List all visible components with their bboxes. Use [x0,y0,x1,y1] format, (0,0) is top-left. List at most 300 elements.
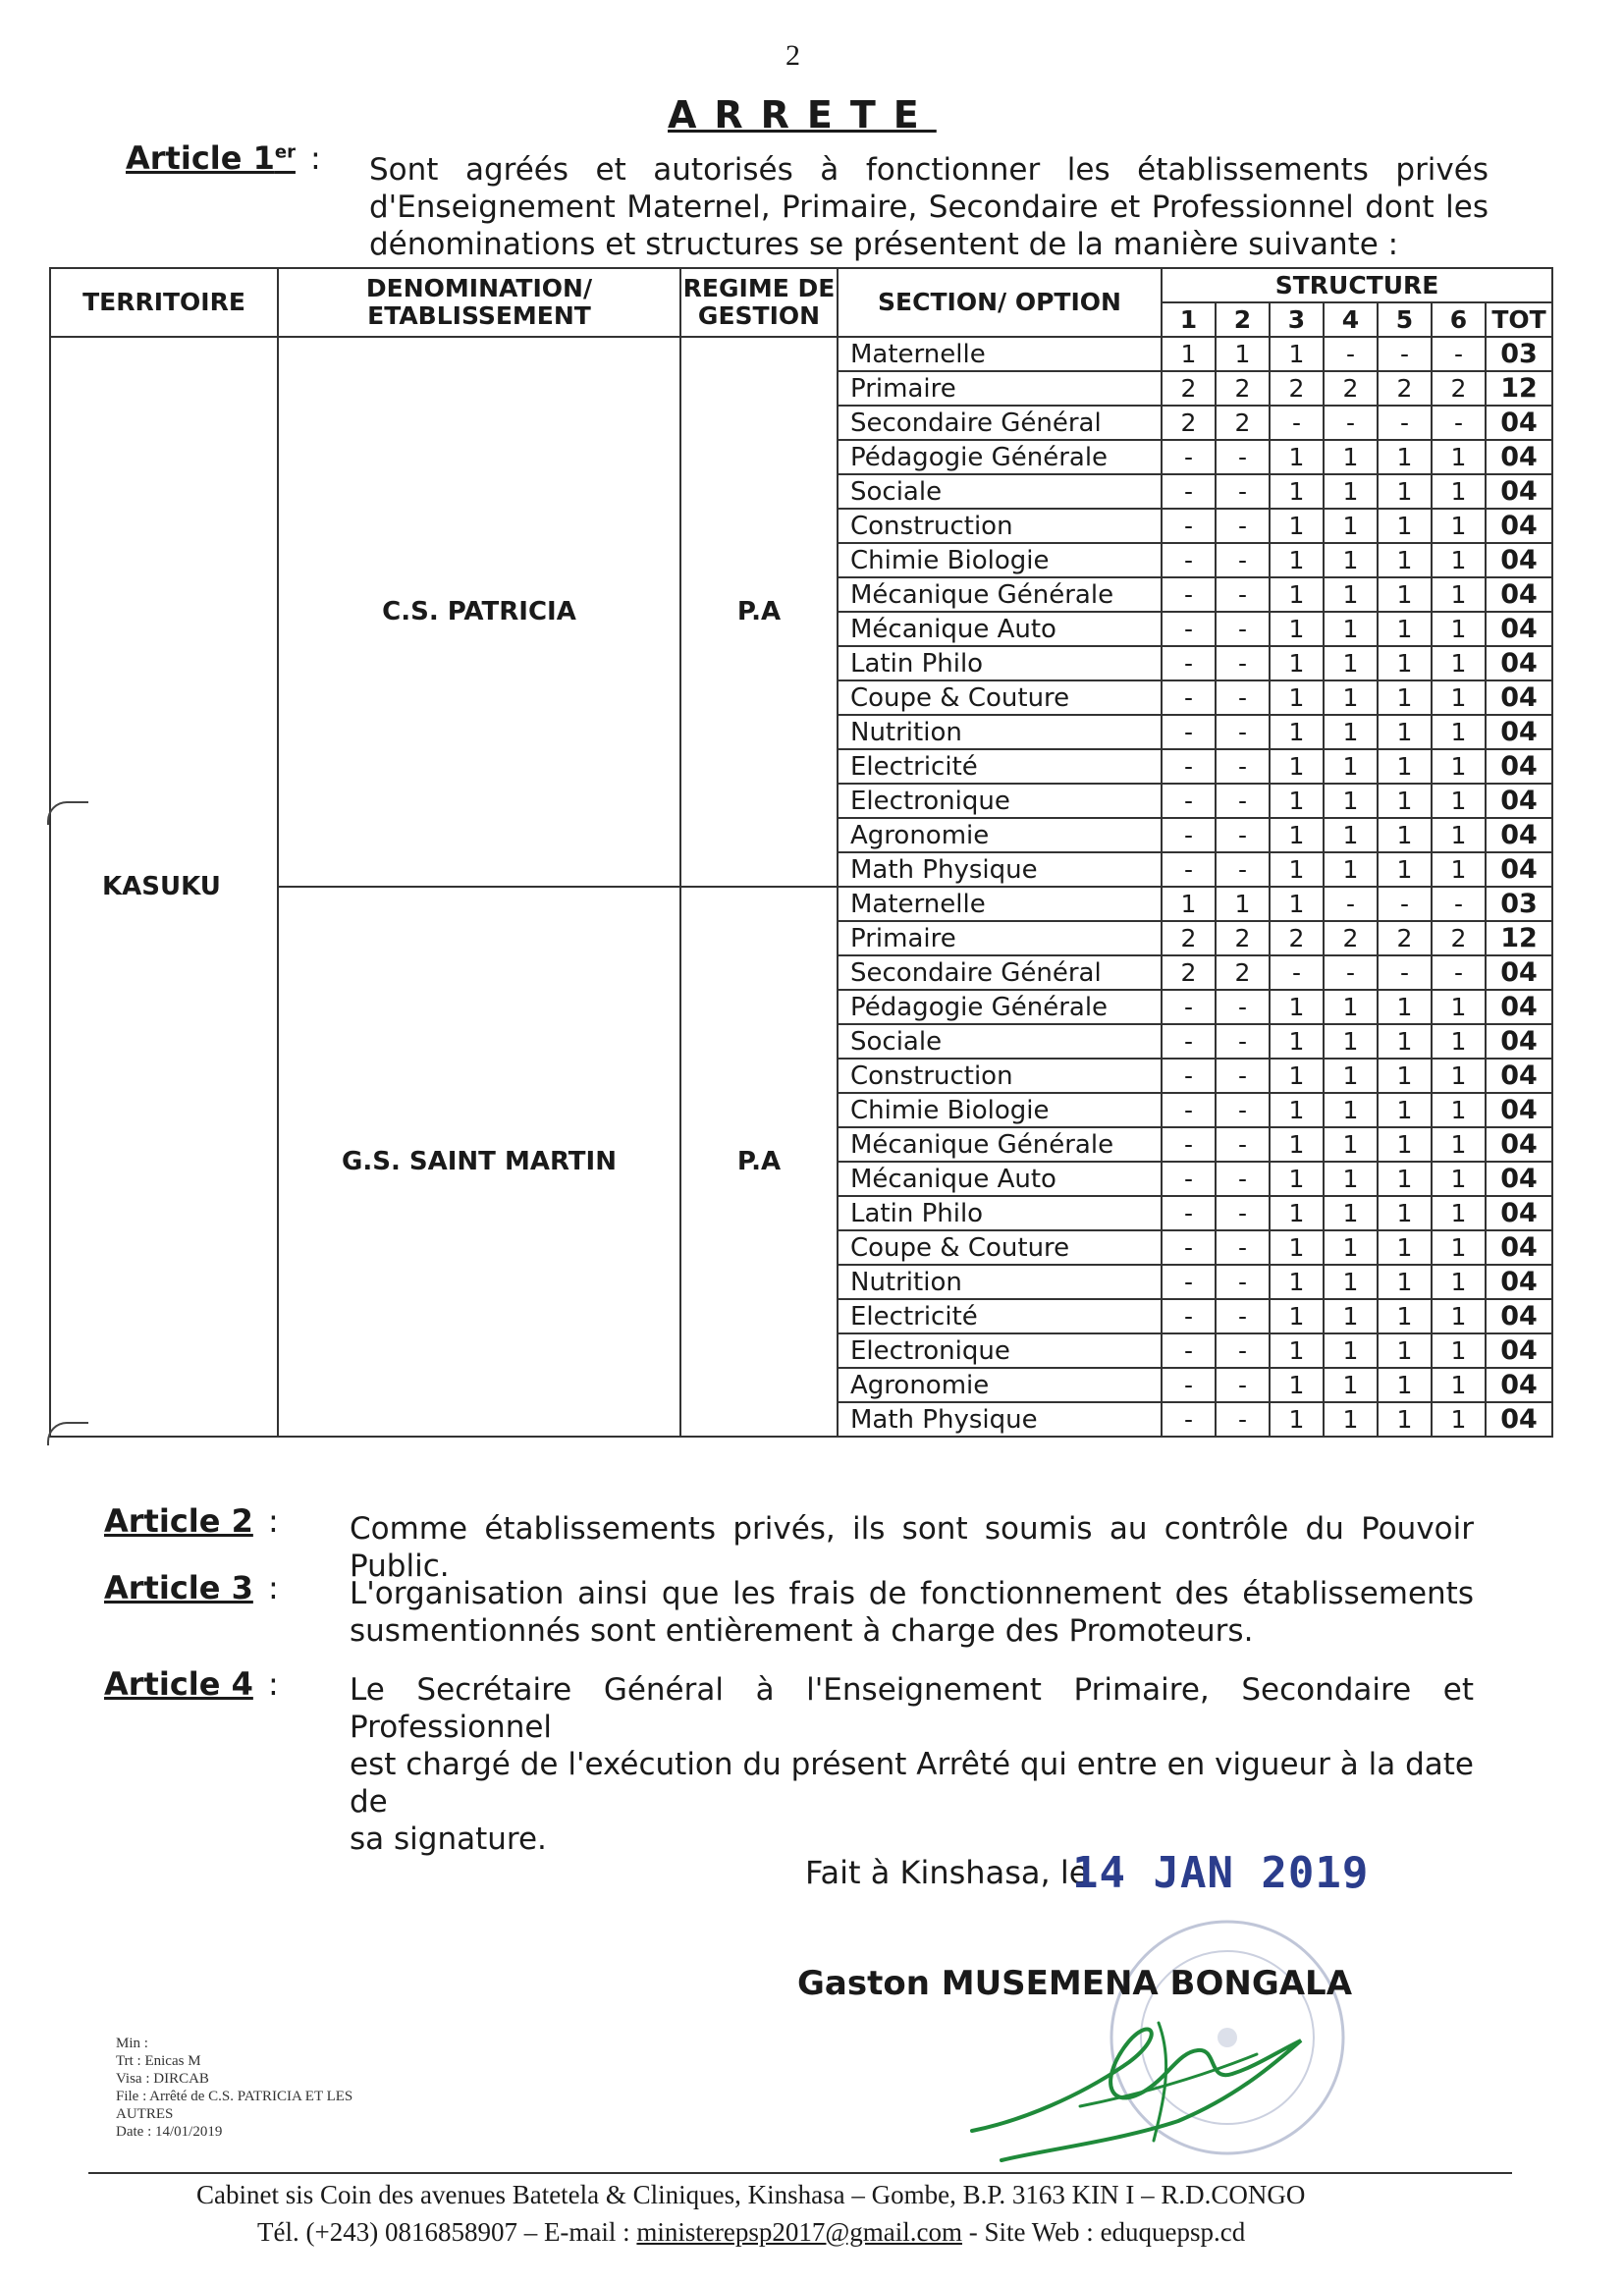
option-cell: Coupe & Couture [838,680,1162,715]
year-count-cell: 1 [1270,887,1324,921]
year-count-cell: - [1216,1024,1270,1059]
total-cell: 04 [1486,474,1552,509]
year-count-cell: - [1432,887,1486,921]
year-count-cell: 1 [1270,646,1324,680]
year-count-cell: - [1378,337,1432,371]
year-count-cell: 1 [1378,990,1432,1024]
year-count-cell: 2 [1432,921,1486,955]
article-1-sup: er [274,141,296,163]
year-count-cell: - [1216,612,1270,646]
total-cell: 04 [1486,1093,1552,1127]
option-cell: Mécanique Auto [838,1162,1162,1196]
article-4-heading [104,1665,279,1703]
year-count-cell: 1 [1324,990,1378,1024]
year-count-cell: - [1216,1333,1270,1368]
article-1-line: dénominations et structures se présentent de la manière suivante : [369,227,1399,262]
year-count-cell: 1 [1324,715,1378,749]
year-count-cell: 1 [1270,1333,1324,1368]
option-cell: Mécanique Auto [838,612,1162,646]
year-count-cell: - [1162,1162,1216,1196]
year-count-cell: - [1162,1059,1216,1093]
option-cell: Construction [838,1059,1162,1093]
year-count-cell: 1 [1324,784,1378,818]
year-count-cell: 1 [1270,1162,1324,1196]
option-cell: Nutrition [838,715,1162,749]
year-count-cell: 2 [1378,371,1432,406]
option-cell: Mécanique Générale [838,1127,1162,1162]
year-count-cell: 1 [1432,474,1486,509]
year-count-cell: - [1162,749,1216,784]
year-count-cell: - [1378,955,1432,990]
year-count-cell: 1 [1324,577,1378,612]
option-cell: Coupe & Couture [838,1230,1162,1265]
regime-cell: P.A [680,887,838,1437]
total-cell: 04 [1486,990,1552,1024]
year-count-cell: - [1432,955,1486,990]
total-cell: 04 [1486,715,1552,749]
year-count-cell: 1 [1270,1265,1324,1299]
reference-line: Date : 14/01/2019 [116,2124,223,2140]
year-count-cell: 1 [1378,1059,1432,1093]
year-count-cell: 1 [1324,1059,1378,1093]
option-cell: Electricité [838,1299,1162,1333]
reference-line: Min : [116,2036,148,2051]
year-count-cell: - [1324,406,1378,440]
option-cell: Agronomie [838,818,1162,852]
year-count-cell: 1 [1378,1265,1432,1299]
school-name-cell: G.S. SAINT MARTIN [278,887,680,1437]
footer-divider [88,2172,1512,2174]
footer-contact [257,2217,1245,2248]
year-count-cell: - [1216,1230,1270,1265]
header-section: SECTION/ OPTION [838,268,1162,337]
year-count-cell: 1 [1378,612,1432,646]
article-1-line: Sont agréés et autorisés à fonctionner les établissements privés [369,152,1489,188]
article-4-line: Le Secrétaire Général à l'Enseignement Primaire, Secondaire et Professionnel [350,1672,1474,1745]
header-year: 2 [1216,302,1270,337]
reference-line: File : Arrêté de C.S. PATRICIA ET LES [116,2089,353,2104]
option-cell: Primaire [838,371,1162,406]
year-count-cell: 1 [1432,612,1486,646]
year-count-cell: 1 [1270,784,1324,818]
year-count-cell: 1 [1324,474,1378,509]
total-cell: 12 [1486,371,1552,406]
article-4-line: est chargé de l'exécution du présent Arrêté qui entre en vigueur à la date de [350,1747,1474,1820]
total-cell: 03 [1486,337,1552,371]
option-cell: Math Physique [838,852,1162,887]
year-count-cell: 1 [1432,1162,1486,1196]
year-count-cell: 1 [1432,543,1486,577]
year-count-cell: 1 [1324,1127,1378,1162]
year-count-cell: - [1162,784,1216,818]
year-count-cell: 1 [1378,715,1432,749]
year-count-cell: - [1216,577,1270,612]
year-count-cell: 1 [1378,1368,1432,1402]
territory-cell: KASUKU [50,337,278,1437]
year-count-cell: 1 [1432,1059,1486,1093]
year-count-cell: 1 [1378,1230,1432,1265]
total-cell: 04 [1486,749,1552,784]
year-count-cell: 1 [1270,577,1324,612]
year-count-cell: - [1162,1402,1216,1437]
year-count-cell: 1 [1324,1299,1378,1333]
page-number: 2 [785,39,800,72]
header-territoire: TERRITOIRE [50,268,278,337]
option-cell: Electricité [838,749,1162,784]
year-count-cell: 1 [1324,1162,1378,1196]
year-count-cell: 1 [1378,440,1432,474]
total-cell: 12 [1486,921,1552,955]
year-count-cell: 2 [1432,371,1486,406]
year-count-cell: 1 [1432,1265,1486,1299]
year-count-cell: 1 [1324,749,1378,784]
year-count-cell: - [1216,1162,1270,1196]
option-cell: Electronique [838,1333,1162,1368]
year-count-cell: 1 [1270,509,1324,543]
year-count-cell: 1 [1324,818,1378,852]
total-cell: 04 [1486,818,1552,852]
year-count-cell: 1 [1270,1299,1324,1333]
place-date-label: Fait à Kinshasa, le [805,1854,1089,1891]
year-count-cell: 1 [1324,1265,1378,1299]
year-count-cell: - [1270,955,1324,990]
option-cell: Pédagogie Générale [838,440,1162,474]
year-count-cell: 1 [1378,784,1432,818]
year-count-cell: - [1162,646,1216,680]
year-count-cell: 1 [1378,1093,1432,1127]
year-count-cell: 1 [1378,680,1432,715]
year-count-cell: 1 [1270,440,1324,474]
total-cell: 04 [1486,406,1552,440]
year-count-cell: - [1162,509,1216,543]
article-2-label: Article 2 [104,1502,253,1540]
header-structure: STRUCTURE [1162,268,1552,302]
year-count-cell: 1 [1378,474,1432,509]
total-cell: 04 [1486,543,1552,577]
total-cell: 04 [1486,1230,1552,1265]
year-count-cell: 1 [1378,818,1432,852]
year-count-cell: 2 [1162,406,1216,440]
year-count-cell: 1 [1162,887,1216,921]
table-row [50,337,1552,371]
total-cell: 04 [1486,1265,1552,1299]
total-cell: 04 [1486,646,1552,680]
article-4-label: Article 4 [104,1665,253,1703]
year-count-cell: 1 [1432,715,1486,749]
option-cell: Chimie Biologie [838,1093,1162,1127]
year-count-cell: - [1216,1059,1270,1093]
year-count-cell: - [1216,715,1270,749]
total-cell: 04 [1486,509,1552,543]
year-count-cell: 1 [1270,1368,1324,1402]
year-count-cell: - [1162,715,1216,749]
year-count-cell: - [1216,784,1270,818]
year-count-cell: 1 [1270,852,1324,887]
year-count-cell: - [1216,1265,1270,1299]
year-count-cell: - [1162,1368,1216,1402]
article-4-line: sa signature. [350,1822,547,1857]
option-cell: Maternelle [838,887,1162,921]
year-count-cell: 1 [1324,1196,1378,1230]
header-year: 4 [1324,302,1378,337]
total-cell: 04 [1486,1402,1552,1437]
year-count-cell: 1 [1378,1333,1432,1368]
option-cell: Pédagogie Générale [838,990,1162,1024]
footer-email-link[interactable]: ministerepsp2017@gmail.com [636,2217,962,2247]
reference-line: Visa : DIRCAB [116,2071,209,2087]
footer-address: Cabinet sis Coin des avenues Batetela & Cliniques, Kinshasa – Gombe, B.P. 3163 KIN I – R.D.CONGO [196,2180,1306,2209]
year-count-cell: 1 [1270,1024,1324,1059]
year-count-cell: - [1162,474,1216,509]
year-count-cell: 1 [1432,990,1486,1024]
year-count-cell: 1 [1324,1230,1378,1265]
year-count-cell: 2 [1324,371,1378,406]
article-1-colon: : [310,139,321,177]
year-count-cell: 1 [1324,612,1378,646]
year-count-cell: 2 [1216,406,1270,440]
total-cell: 04 [1486,1059,1552,1093]
year-count-cell: 2 [1216,921,1270,955]
header-year: 1 [1162,302,1216,337]
year-count-cell: 1 [1324,1333,1378,1368]
year-count-cell: - [1216,474,1270,509]
year-count-cell: - [1162,1265,1216,1299]
year-count-cell: - [1162,543,1216,577]
year-count-cell: - [1162,852,1216,887]
total-cell: 04 [1486,577,1552,612]
structure-table [49,267,1553,1438]
year-count-cell: 1 [1378,852,1432,887]
option-cell: Sociale [838,1024,1162,1059]
article-3-line: L'organisation ainsi que les frais de fonctionnement des établissements [350,1576,1474,1611]
option-cell: Maternelle [838,337,1162,371]
signer-name: Gaston MUSEMENA BONGALA [797,1964,1353,2003]
year-count-cell: 1 [1432,1333,1486,1368]
year-count-cell: 1 [1270,1093,1324,1127]
year-count-cell: 1 [1324,543,1378,577]
year-count-cell: 1 [1432,577,1486,612]
year-count-cell: 1 [1378,646,1432,680]
year-count-cell: - [1216,1368,1270,1402]
year-count-cell: 2 [1378,921,1432,955]
year-count-cell: 1 [1432,646,1486,680]
year-count-cell: 2 [1270,921,1324,955]
year-count-cell: - [1162,612,1216,646]
header-denomination: DENOMINATION/ ETABLISSEMENT [278,268,680,337]
total-cell: 04 [1486,1024,1552,1059]
total-cell: 04 [1486,1333,1552,1368]
year-count-cell: 2 [1162,371,1216,406]
reference-line: AUTRES [116,2106,174,2122]
year-count-cell: 1 [1270,612,1324,646]
regime-cell: P.A [680,337,838,887]
year-count-cell: - [1162,1196,1216,1230]
year-count-cell: 1 [1378,1162,1432,1196]
year-count-cell: - [1216,749,1270,784]
option-cell: Secondaire Général [838,406,1162,440]
year-count-cell: 1 [1432,1299,1486,1333]
option-cell: Electronique [838,784,1162,818]
year-count-cell: - [1162,818,1216,852]
year-count-cell: 1 [1378,509,1432,543]
year-count-cell: 1 [1270,1059,1324,1093]
year-count-cell: 1 [1270,1402,1324,1437]
year-count-cell: - [1216,1196,1270,1230]
article-1-label [126,139,296,177]
year-count-cell: 1 [1162,337,1216,371]
year-count-cell: - [1216,1299,1270,1333]
year-count-cell: - [1378,887,1432,921]
year-count-cell: 2 [1216,371,1270,406]
year-count-cell: 1 [1378,1024,1432,1059]
year-count-cell: 2 [1162,955,1216,990]
year-count-cell: 1 [1324,680,1378,715]
reference-line: Trt : Enicas M [116,2053,201,2069]
article-3-label: Article 3 [104,1569,253,1606]
year-count-cell: - [1162,1230,1216,1265]
total-cell: 04 [1486,1196,1552,1230]
year-count-cell: - [1216,852,1270,887]
year-count-cell: 2 [1162,921,1216,955]
header-year: 6 [1432,302,1486,337]
year-count-cell: - [1162,1093,1216,1127]
year-count-cell: 1 [1432,509,1486,543]
handwritten-signature-icon [962,2003,1335,2170]
total-cell: 04 [1486,784,1552,818]
school-name-cell: C.S. PATRICIA [278,337,680,887]
year-count-cell: - [1162,1024,1216,1059]
punch-hole-icon [47,801,88,825]
year-count-cell: 1 [1324,1093,1378,1127]
year-count-cell: - [1216,1093,1270,1127]
option-cell: Chimie Biologie [838,543,1162,577]
year-count-cell: 1 [1270,543,1324,577]
year-count-cell: 1 [1324,509,1378,543]
year-count-cell: 1 [1270,1230,1324,1265]
article-4-colon: : [267,1665,279,1703]
year-count-cell: - [1162,990,1216,1024]
article-1-text [369,151,1489,263]
article-1-line: d'Enseignement Maternel, Primaire, Secondaire et Professionnel dont les [369,190,1489,225]
year-count-cell: 1 [1216,337,1270,371]
header-year: 3 [1270,302,1324,337]
year-count-cell: - [1270,406,1324,440]
total-cell: 04 [1486,1127,1552,1162]
total-cell: 04 [1486,1162,1552,1196]
table-body [50,337,1552,1437]
article-3-text [350,1575,1474,1650]
year-count-cell: 1 [1432,440,1486,474]
header-tot: TOT [1486,302,1552,337]
option-cell: Mécanique Générale [838,577,1162,612]
year-count-cell: 1 [1432,1093,1486,1127]
year-count-cell: 1 [1270,1127,1324,1162]
total-cell: 04 [1486,955,1552,990]
option-cell: Math Physique [838,1402,1162,1437]
year-count-cell: - [1216,440,1270,474]
year-count-cell: 1 [1378,577,1432,612]
year-count-cell: - [1216,509,1270,543]
article-2-line: Comme établissements privés, ils sont soumis au contrôle du Pouvoir Public. [350,1511,1474,1584]
year-count-cell: 1 [1432,680,1486,715]
year-count-cell: 1 [1378,749,1432,784]
year-count-cell: 1 [1270,337,1324,371]
option-cell: Sociale [838,474,1162,509]
year-count-cell: 1 [1432,1127,1486,1162]
article-4-text [350,1671,1474,1858]
article-3-line: susmentionnés sont entièrement à charge des Promoteurs. [350,1613,1254,1649]
year-count-cell: - [1378,406,1432,440]
total-cell: 04 [1486,1368,1552,1402]
option-cell: Latin Philo [838,1196,1162,1230]
year-count-cell: 1 [1270,818,1324,852]
year-count-cell: 1 [1324,852,1378,887]
article-3-heading [104,1569,279,1606]
year-count-cell: 1 [1378,1127,1432,1162]
year-count-cell: 2 [1324,921,1378,955]
total-cell: 04 [1486,612,1552,646]
option-cell: Nutrition [838,1265,1162,1299]
year-count-cell: - [1324,955,1378,990]
footer-phone: Tél. (+243) 0816858907 – E-mail : [257,2217,637,2247]
year-count-cell: - [1216,1127,1270,1162]
option-cell: Secondaire Général [838,955,1162,990]
year-count-cell: - [1216,818,1270,852]
year-count-cell: - [1432,337,1486,371]
date-stamp: 14 JAN 2019 [1072,1848,1370,1898]
year-count-cell: 1 [1432,1024,1486,1059]
article-1-heading [126,139,321,177]
year-count-cell: 2 [1270,371,1324,406]
year-count-cell: 1 [1432,1196,1486,1230]
article-2-heading [104,1502,279,1540]
year-count-cell: 2 [1216,955,1270,990]
year-count-cell: 1 [1432,852,1486,887]
option-cell: Primaire [838,921,1162,955]
year-count-cell: - [1216,543,1270,577]
option-cell: Latin Philo [838,646,1162,680]
reference-block [116,2035,352,2141]
year-count-cell: - [1162,1333,1216,1368]
year-count-cell: 1 [1324,1402,1378,1437]
year-count-cell: 1 [1432,1402,1486,1437]
year-count-cell: 1 [1216,887,1270,921]
year-count-cell: - [1324,887,1378,921]
footer-website: - Site Web : eduquepsp.cd [962,2217,1246,2247]
year-count-cell: 1 [1432,749,1486,784]
year-count-cell: - [1216,1402,1270,1437]
total-cell: 04 [1486,852,1552,887]
year-count-cell: - [1162,1127,1216,1162]
year-count-cell: 1 [1270,474,1324,509]
year-count-cell: 1 [1324,1024,1378,1059]
year-count-cell: - [1162,577,1216,612]
year-count-cell: 1 [1270,715,1324,749]
year-count-cell: 1 [1324,1368,1378,1402]
year-count-cell: 1 [1378,1196,1432,1230]
year-count-cell: 1 [1378,1299,1432,1333]
year-count-cell: 1 [1270,680,1324,715]
total-cell: 04 [1486,680,1552,715]
year-count-cell: - [1162,680,1216,715]
article-1-label-text: Article 1 [126,139,275,177]
year-count-cell: 1 [1432,818,1486,852]
year-count-cell: - [1162,440,1216,474]
year-count-cell: 1 [1432,784,1486,818]
article-3-colon: : [267,1569,279,1606]
year-count-cell: 1 [1378,543,1432,577]
year-count-cell: 1 [1324,646,1378,680]
